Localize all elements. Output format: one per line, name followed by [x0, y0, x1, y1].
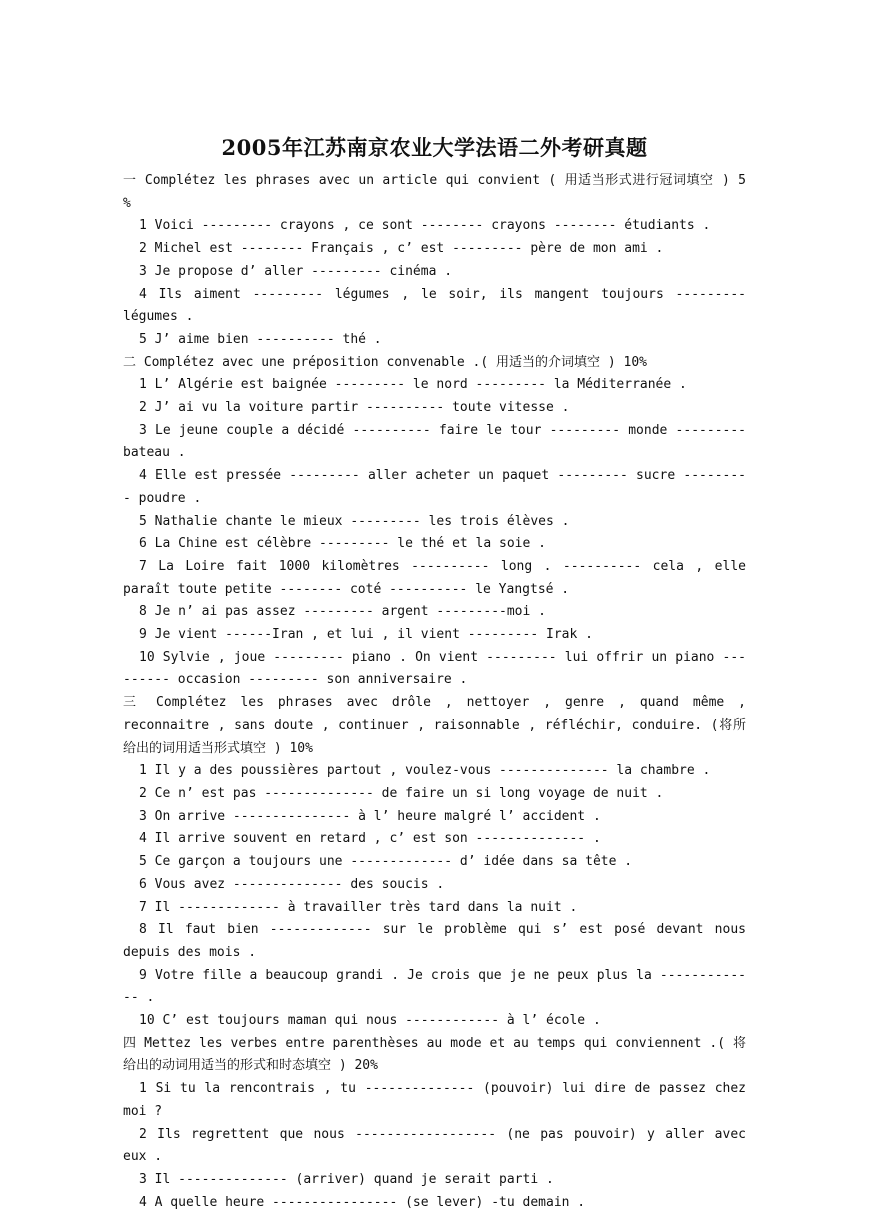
section-heading: 二 Complétez avec une préposition convenable .( 用适当的介词填空 ) 10% — [123, 354, 647, 370]
section-heading: 一 Complétez les phrases avec un article qui convient ( 用适当形式进行冠词填空 ) 5 % — [123, 173, 746, 211]
question-item: 8 Je n’ ai pas assez --------- argent ---------moi . — [139, 604, 546, 620]
question-item: 4 Il arrive souvent en retard , c’ est son -------------- . — [139, 831, 601, 847]
question-item: 9 Votre fille a beaucoup grandi . Je crois que je ne peux plus la ------------- . — [123, 967, 746, 1006]
question-item: 8 Il faut bien ------------- sur le problème qui s’ est posé devant nous depuis des mois . — [123, 922, 746, 960]
question-item: 1 L’ Algérie est baignée --------- le nord --------- la Méditerranée . — [139, 377, 687, 393]
question-item: 2 Ce n’ est pas -------------- de faire un si long voyage de nuit . — [139, 785, 664, 801]
question-item: 3 Le jeune couple a décidé ---------- faire le tour --------- monde --------- bateau . — [123, 422, 746, 461]
question-item: 3 Il -------------- (arriver) quand je serait parti . — [139, 1171, 554, 1187]
question-item: 4 Ils aiment --------- légumes , le soir, ils mangent toujours --------- légumes . — [123, 286, 746, 325]
question-item: 9 Je vient ------Iran , et lui , il vient --------- Irak . — [139, 627, 593, 643]
question-item: 10 Sylvie , joue --------- piano . On vient --------- lui offrir un piano --------- occasion --------- son anniversaire . — [123, 649, 746, 688]
question-item: 3 On arrive --------------- à l’ heure malgré l’ accident . — [139, 808, 601, 824]
question-item: 5 Nathalie chante le mieux --------- les trois élèves . — [139, 513, 570, 529]
question-item: 1 Voici --------- crayons , ce sont -------- crayons -------- étudiants . — [139, 218, 711, 234]
question-item: 6 La Chine est célèbre --------- le thé et la soie . — [139, 536, 546, 552]
exam-content — [123, 170, 746, 1214]
question-item: 5 Ce garçon a toujours une ------------- d’ idée dans sa tête . — [139, 854, 633, 870]
question-item: 1 Si tu la rencontrais , tu -------------- (pouvoir) lui dire de passez chez moi ? — [123, 1081, 746, 1119]
page-title: 2005年江苏南京农业大学法语二外考研真题 — [221, 135, 648, 160]
question-item: 10 C’ est toujours maman qui nous ------------ à l’ école . — [139, 1013, 601, 1029]
question-item: 2 Michel est -------- Français , c’ est --------- père de mon ami . — [139, 241, 664, 257]
question-item: 2 Ils regrettent que nous ------------------ (ne pas pouvoir) y aller avec eux . — [123, 1126, 746, 1165]
question-item: 7 La Loire fait 1000 kilomètres ---------- long . ---------- cela , elle paraît toute petite -------- coté ---------- le Yangtsé . — [123, 558, 746, 597]
question-item: 4 A quelle heure ---------------- (se lever) -tu demain . — [139, 1194, 586, 1210]
section-heading: 四 Mettez les verbes entre parenthèses au mode et au temps qui conviennent .( 将给出的动词用适当的形式和时态填空 ) 20% — [123, 1035, 746, 1074]
question-item: 2 J’ ai vu la voiture partir ---------- toute vitesse . — [139, 400, 570, 416]
question-item: 7 Il ------------- à travailler très tard dans la nuit . — [139, 899, 578, 915]
question-item: 1 Il y a des poussières partout , voulez-vous -------------- la chambre . — [139, 763, 711, 779]
question-item: 6 Vous avez -------------- des soucis . — [139, 876, 445, 892]
question-item: 5 J’ aime bien ---------- thé . — [139, 331, 382, 347]
question-item: 4 Elle est pressée --------- aller acheter un paquet --------- sucre --------- poudre . — [123, 468, 746, 506]
question-item: 3 Je propose d’ aller --------- cinéma . — [139, 263, 453, 279]
section-heading: 三 Complétez les phrases avec drôle , nettoyer , genre , quand même , reconnaitre , sans doute , continuer , raisonnable , réfléchir, conduire. (将所给出的词用适当形式填空 ) 10% — [123, 695, 746, 756]
